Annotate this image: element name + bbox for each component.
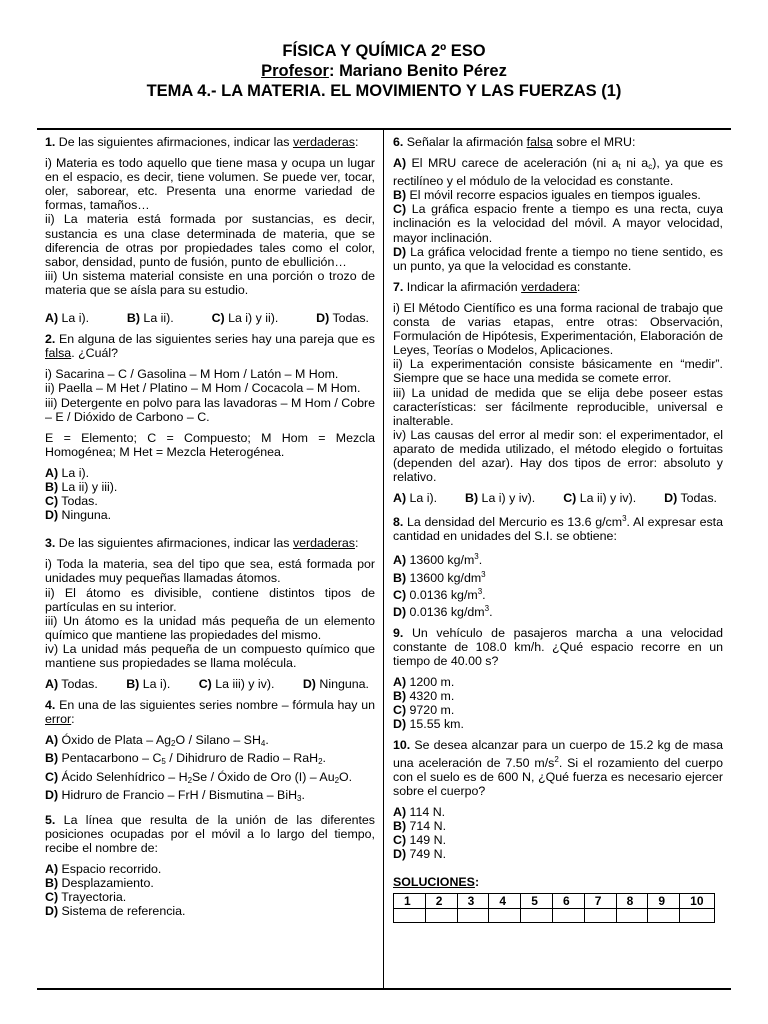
page-header xyxy=(0,41,768,101)
solutions-header-cell: 2 xyxy=(425,894,457,909)
question-10 xyxy=(393,738,723,861)
solutions-header-cell: 5 xyxy=(521,894,553,909)
option-c: C) La gráfica espacio frente a tiempo es una recta, cuya inclinación es la velocidad del móvil. A mayor velocidad, mayor inclinación. xyxy=(393,202,723,245)
solutions-header-cell: 3 xyxy=(457,894,489,909)
question-4 xyxy=(45,698,375,806)
solutions-header-cell: 8 xyxy=(616,894,648,909)
answer-options xyxy=(45,677,375,691)
option-b: B) La i). xyxy=(126,677,171,692)
question-4-stem: 4. En una de las siguientes series nombre – fórmula hay un error: xyxy=(45,698,375,727)
question-6-stem: 6. Señalar la afirmación falsa sobre el MRU: xyxy=(393,135,636,149)
answer-cell[interactable] xyxy=(457,909,489,923)
answer-cell[interactable] xyxy=(648,909,680,923)
option-b: B) 714 N. xyxy=(393,818,447,833)
column-divider xyxy=(383,128,384,988)
option-b: B) El móvil recorre espacios iguales en tiempos iguales. xyxy=(393,188,701,203)
question-2 xyxy=(45,332,375,522)
question-5 xyxy=(45,813,375,919)
option-d: D) 749 N. xyxy=(393,847,447,862)
question-7-stem: 7. Indicar la afirmación verdadera: xyxy=(393,279,581,294)
answer-cell[interactable] xyxy=(425,909,457,923)
statement: ii) El átomo es divisible, contiene distintos tipos de partículas en su interior. xyxy=(45,585,375,614)
option-d: D) 0.0136 $kg/dm^3$. xyxy=(393,603,493,619)
solutions-title: SOLUCIONES: xyxy=(393,875,480,890)
answer-cell[interactable] xyxy=(680,909,715,923)
answer-cell[interactable] xyxy=(584,909,616,923)
option-c: C) 9720 m. xyxy=(393,703,455,718)
solutions-section xyxy=(393,875,723,923)
option-d: D) Todas. xyxy=(316,311,369,326)
option-d: D) 15.55 km. xyxy=(393,717,464,732)
statement: iii) Un sistema material consiste en una porción o trozo de materia que se aísla para su estudio. xyxy=(45,268,375,297)
option-c: C) 149 N. xyxy=(393,833,447,848)
statement: i) El Método Científico es una forma racional de trabajo que consta de varias etapas, entre otras: Observación, Formulación de Hipótesis, Experimentación, Elaboración de Leyes, Teorías o Modelos, Aplicaciones. xyxy=(393,300,723,358)
question-10-stem: 10. Se desea alcanzar para un cuerpo de 15.2 kg de masa una aceleración de 7.50 $m/s^2$. Si el rozamiento del cuerpo con el suelo es de 600 N, ¿Qué fuerza es necesario ejercer sobre el cuerpo? xyxy=(393,738,724,798)
answer-options xyxy=(393,491,723,505)
option-a: A) Óxido de Plata – $Ag_2O$ / Silano – $SH_4$. xyxy=(45,733,269,749)
legend: E = Elemento; C = Compuesto; M Hom = Mezcla Homogénea; M Het = Mezcla Heterogénea. xyxy=(45,430,375,459)
statement: iv) Las causas del error al medir son: el experimentador, el aparato de medida utilizado, el método elegido o fortuitas (dependen del azar). Hay dos tipos de error: absoluto y relativo. xyxy=(393,427,723,485)
statement: iv) La unidad más pequeña de un compuesto químico que mantiene sus propiedades se llama molécula. xyxy=(45,641,375,670)
question-6 xyxy=(393,135,723,273)
topic-title: TEMA 4.- LA MATERIA. EL MOVIMIENTO Y LAS FUERZAS (1) xyxy=(146,82,622,100)
question-3 xyxy=(45,536,375,691)
option-a: A) La i). xyxy=(393,491,438,506)
solutions-header-cell: 1 xyxy=(394,894,426,909)
question-2-stem: 2. En alguna de las siguientes series hay una pareja que es falsa. ¿Cuál? xyxy=(45,332,375,361)
answer-options xyxy=(45,311,375,325)
option-c: C) La i) y ii). xyxy=(211,311,279,326)
option-d: D) La gráfica velocidad frente a tiempo no tiene sentido, es un punto, ya que la velocidad es constante. xyxy=(393,244,723,273)
option-c: C) 0.0136 $kg/m^3$. xyxy=(393,586,486,602)
statement: iii) La unidad de medida que se elija debe poseer estas características: ser fácilmente reproducible, universal e inalterable. xyxy=(393,385,723,428)
option-d: D) Hidruro de Francio – FrH / Bismutina – BiH$_3$. xyxy=(45,787,305,803)
question-1-stem: 1. De las siguientes afirmaciones, indicar las verdaderas: xyxy=(45,135,359,149)
question-7 xyxy=(393,280,723,505)
question-8-stem: 8. La densidad del Mercurio es 13.6 $g/cm^3$. Al expresar esta cantidad en unidades del S.I. se obtiene: xyxy=(393,514,723,544)
solutions-table xyxy=(393,893,715,923)
option-b: B) La ii) y iii). xyxy=(45,479,118,494)
option-a: A) El MRU carece de aceleración (ni $a_t$ ni $a_c$), ya que es rectilíneo y el módulo de la velocidad es constante. xyxy=(393,156,723,189)
answer-cell[interactable] xyxy=(489,909,521,923)
option-b: B) 4320 m. xyxy=(393,689,455,704)
solutions-header-cell: 4 xyxy=(489,894,521,909)
option-d: D) Ninguna. xyxy=(45,508,112,523)
option-d: D) Todas. xyxy=(664,491,717,506)
statement: ii) La experimentación consiste básicamente en “medir”. Siempre que se hace una medida se comete error. xyxy=(393,357,723,386)
option-a: A) 13600 $kg/m^3$. xyxy=(393,552,483,568)
option-c: C) Todas. xyxy=(45,494,98,509)
option-b: B) La i) y iv). xyxy=(465,491,536,506)
question-5-stem: 5. La línea que resulta de la unión de las diferentes posiciones ocupadas por el móvil a lo largo del tiempo, recibe el nombre de: xyxy=(45,812,375,855)
statement: i) Sacarina – C / Gasolina – M Hom / Latón – M Hom. xyxy=(45,367,339,382)
option-a: A) 114 N. xyxy=(393,804,446,819)
question-1 xyxy=(45,135,375,325)
statement: iii) Detergente en polvo para las lavadoras – M Hom / Cobre – E / Dióxido de Carbono – C. xyxy=(45,395,375,424)
option-a: A) Espacio recorrido. xyxy=(45,862,162,877)
statement: ii) Paella – M Het / Platino – M Hom / Cocacola – M Hom. xyxy=(45,381,361,396)
option-b: B) 13600 $kg/dm^3$ xyxy=(393,569,486,585)
teacher-label: Profesor xyxy=(261,62,329,80)
statement: ii) La materia está formada por sustancias, es decir, sustancia es una clase determinada de materia, que se diferencia de otras por propiedades tales como el color, sabor, densidad, punto de fusión, punto de ebullición… xyxy=(45,212,375,269)
option-b: B) Pentacarbono – $C_5$ / Dihidruro de Radio – RaH$_2$. xyxy=(45,751,326,767)
option-b: B) La ii). xyxy=(126,311,174,326)
solutions-header-cell: 7 xyxy=(584,894,616,909)
statement: iii) Un átomo es la unidad más pequeña de un elemento químico que mantiene las propiedades del mismo. xyxy=(45,613,375,642)
option-c: C) La iii) y iv). xyxy=(198,677,275,692)
solutions-header-cell: 6 xyxy=(552,894,584,909)
answer-cell[interactable] xyxy=(394,909,426,923)
option-c: C) Trayectoria. xyxy=(45,890,127,905)
solutions-header-cell: 9 xyxy=(648,894,680,909)
solutions-header-row xyxy=(394,894,715,909)
left-column xyxy=(45,135,375,918)
option-a: A) La i). xyxy=(45,465,90,480)
statement: i) Toda la materia, sea del tipo que sea, está formada por unidades muy pequeñas llamadas átomos. xyxy=(45,557,375,586)
question-3-stem: 3. De las siguientes afirmaciones, indicar las verdaderas: xyxy=(45,536,359,551)
course-title: FÍSICA Y QUÍMICA 2º ESO xyxy=(282,42,486,60)
question-9-stem: 9. Un vehículo de pasajeros marcha a una velocidad constante de 108.0 km/h. ¿Qué espacio recorre en un tiempo de 40.00 s? xyxy=(393,625,723,668)
solutions-header-cell: 10 xyxy=(680,894,715,909)
teacher-line xyxy=(0,61,768,81)
option-a: A) Todas. xyxy=(45,677,98,692)
answer-cell[interactable] xyxy=(616,909,648,923)
option-b: B) Desplazamiento. xyxy=(45,876,154,891)
right-column xyxy=(393,135,723,923)
question-8 xyxy=(393,512,723,619)
option-a: A) La i). xyxy=(45,311,90,326)
option-d: D) Ninguna. xyxy=(302,677,369,692)
answer-cell[interactable] xyxy=(521,909,553,923)
option-a: A) 1200 m. xyxy=(393,675,455,690)
option-d: D) Sistema de referencia. xyxy=(45,904,186,919)
option-c: C) Ácido Selenhídrico – $H_2Se$ / Óxido de Oro $(I) - Au_2O$. xyxy=(45,769,353,785)
answer-cell[interactable] xyxy=(552,909,584,923)
question-9 xyxy=(393,626,723,732)
teacher-name: : Mariano Benito Pérez xyxy=(328,62,507,80)
solutions-answer-row xyxy=(394,909,715,923)
option-c: C) La ii) y iv). xyxy=(563,491,637,506)
statement: i) Materia es todo aquello que tiene masa y ocupa un lugar en el espacio, es decir, tiene volumen. Se puede ver, tocar, oler, saborear, etc. Presenta una enorme variedad de formas, tamaños… xyxy=(45,156,375,213)
